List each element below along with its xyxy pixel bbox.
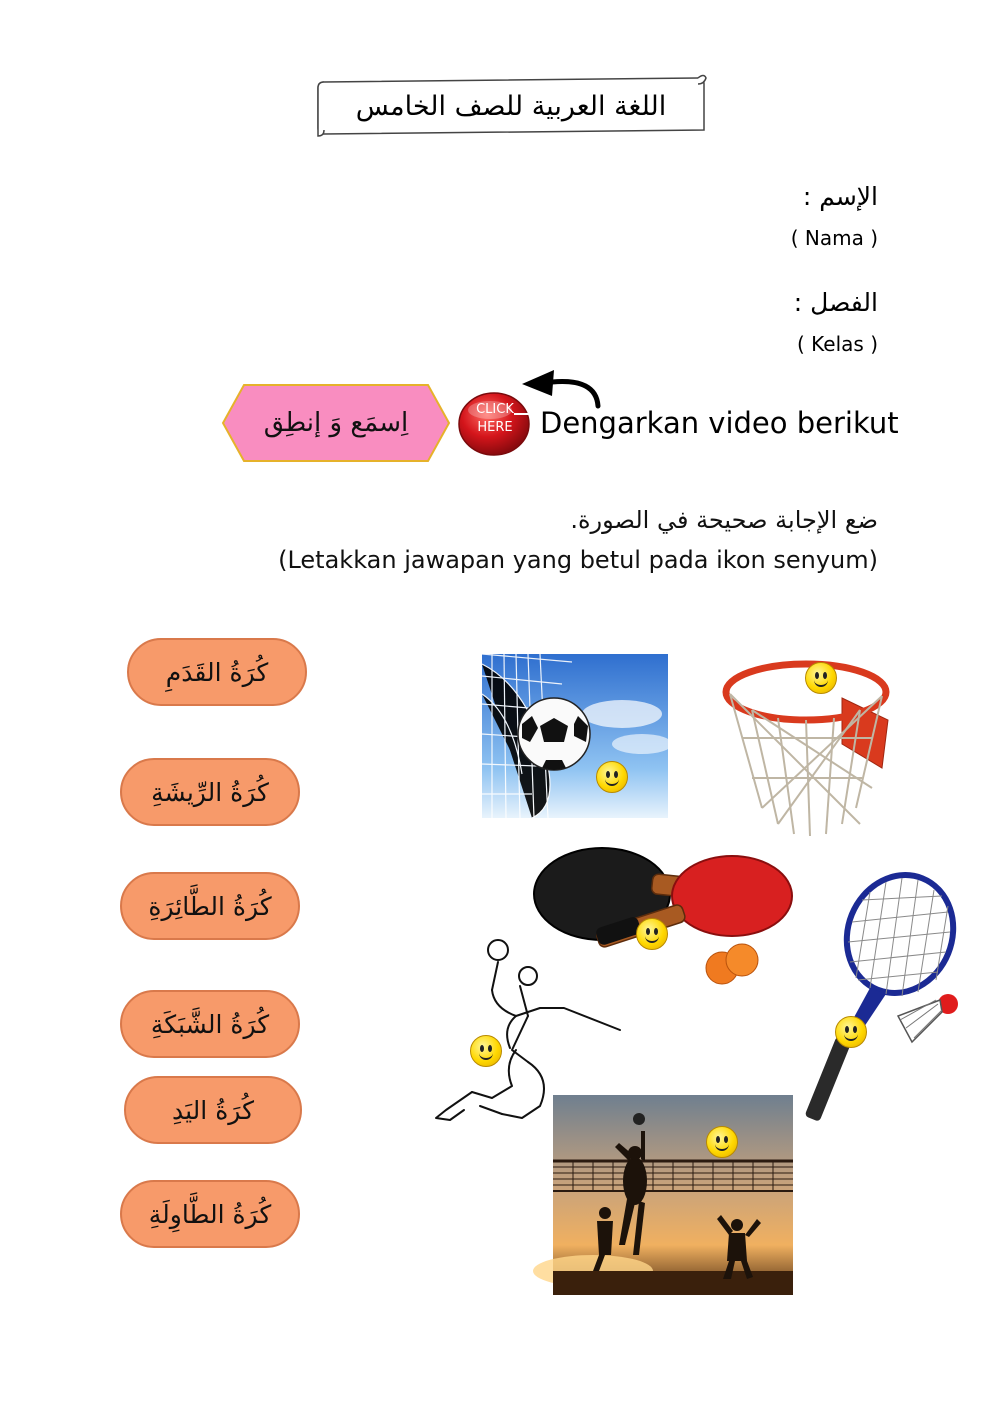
smiley-target-football[interactable] (596, 761, 628, 793)
name-label-malay: ( Nama ) (790, 226, 878, 250)
option-volleyball[interactable]: كُرَةُ الطَّائِرَةِ (120, 872, 300, 940)
option-handball[interactable]: كُرَةُ اليَدِ (124, 1076, 302, 1144)
class-label-arabic: الفصل : (793, 288, 878, 317)
option-football[interactable]: كُرَةُ القَدَمِ (127, 638, 307, 706)
class-label-malay: ( Kelas ) (797, 332, 878, 356)
option-badminton[interactable]: كُرَةُ الرِّيشَةِ (120, 758, 300, 826)
click-here-line1: CLICK (476, 402, 514, 417)
smiley-target-table-tennis[interactable] (636, 918, 668, 950)
instruction-arabic: ضع الإجابة صحيحة في الصورة. (570, 506, 878, 534)
football-goal-image (482, 654, 668, 818)
option-table-tennis[interactable]: كُرَةُ الطَّاوِلَةِ (120, 1180, 300, 1248)
smiley-target-badminton[interactable] (835, 1016, 867, 1048)
name-label-arabic: الإسم : (802, 182, 878, 211)
option-netball[interactable]: كُرَةُ الشَّبَكَةِ (120, 990, 300, 1058)
listen-speak-button[interactable] (222, 384, 450, 462)
instruction-malay: (Letakkan jawapan yang betul pada ikon senyum) (278, 546, 878, 574)
curved-arrow-icon (518, 368, 604, 410)
listen-speak-label: اِسمَع وَ إنطِق (263, 408, 409, 438)
click-here-line2: HERE (477, 420, 513, 435)
badminton-racket-image (800, 872, 964, 1126)
smiley-target-volleyball[interactable] (706, 1126, 738, 1158)
volleyball-photo-image (553, 1095, 793, 1295)
smiley-target-basketball[interactable] (805, 662, 837, 694)
smiley-target-handball[interactable] (470, 1035, 502, 1067)
page-title: اللغة العربية للصف الخامس (355, 90, 667, 122)
listen-instruction: Dengarkan video berikut (540, 406, 899, 440)
